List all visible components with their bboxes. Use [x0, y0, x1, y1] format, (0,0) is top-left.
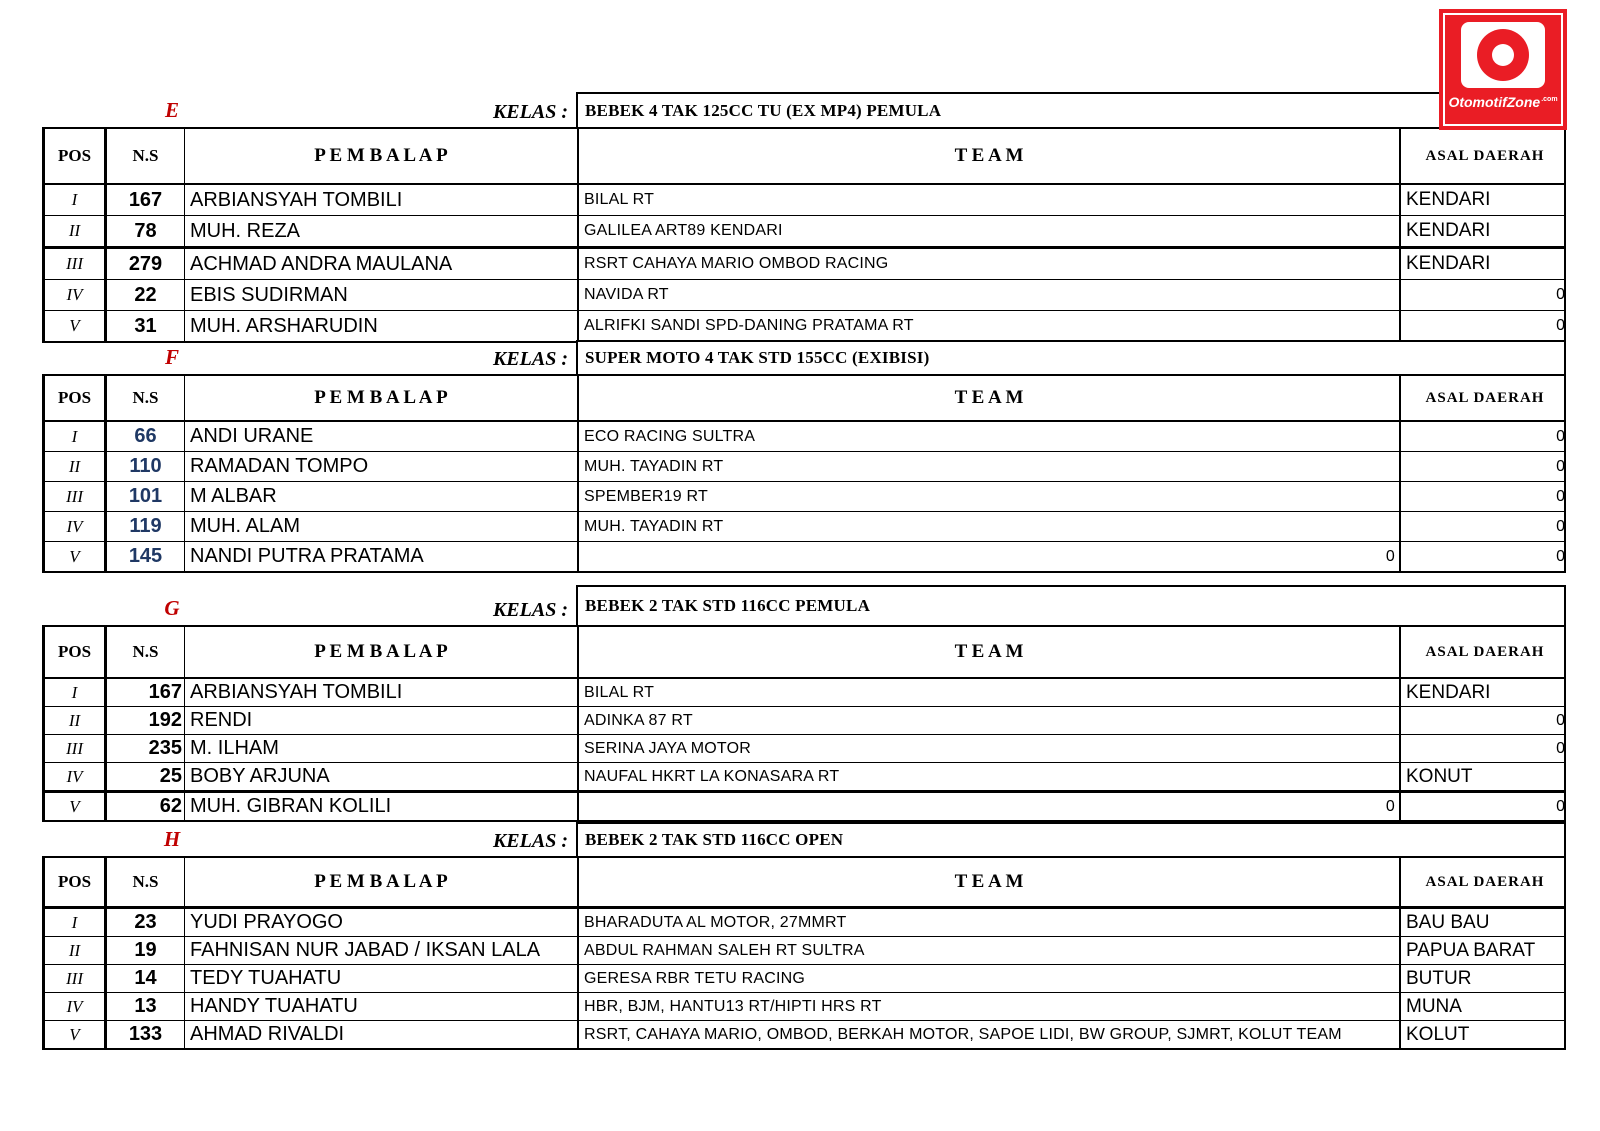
- pembalap-cell: MUH. REZA: [185, 216, 579, 246]
- section-letter: H: [163, 827, 181, 851]
- result-row: [45, 185, 1564, 216]
- kelas-label: KELAS :: [492, 348, 568, 370]
- header-asal-daerah: ASAL DAERAH: [1425, 389, 1545, 406]
- ns-cell: 133: [107, 1021, 185, 1048]
- result-row: [45, 482, 1564, 512]
- team-cell: ADINKA 87 RT: [579, 707, 1401, 734]
- section-title-row: [42, 585, 1566, 625]
- table-header-row: [45, 627, 1564, 679]
- team-cell: ECO RACING SULTRA: [579, 422, 1401, 451]
- result-row: [45, 311, 1564, 341]
- pos-cell: I: [45, 185, 107, 215]
- team-cell: BILAL RT: [579, 679, 1401, 706]
- pembalap-cell: TEDY TUAHATU: [185, 965, 579, 992]
- ns-cell: 145: [107, 542, 185, 571]
- kelas-label: KELAS :: [492, 830, 568, 852]
- pembalap-cell: MUH. ARSHARUDIN: [185, 311, 579, 341]
- pos-cell: V: [45, 542, 107, 571]
- team-cell: BILAL RT: [579, 185, 1401, 215]
- pembalap-cell: FAHNISAN NUR JABAD / IKSAN LALA: [185, 937, 579, 964]
- pembalap-cell: MUH. ALAM: [185, 512, 579, 541]
- asal-daerah-cell: 0: [1556, 739, 1565, 757]
- title-left: [42, 822, 576, 856]
- pos-cell: II: [45, 937, 107, 964]
- table-header-row: [45, 129, 1564, 185]
- team-cell: SPEMBER19 RT: [579, 482, 1401, 511]
- pos-cell: V: [45, 311, 107, 341]
- result-row: [45, 793, 1564, 820]
- pos-cell: V: [45, 1021, 107, 1048]
- pembalap-cell: NANDI PUTRA PRATAMA: [185, 542, 579, 571]
- pos-cell: IV: [45, 993, 107, 1020]
- asal-daerah-cell: MUNA: [1406, 995, 1462, 1017]
- team-cell: SERINA JAYA MOTOR: [579, 735, 1401, 762]
- asal-daerah-cell: 0: [1556, 286, 1565, 303]
- asal-daerah-cell: 0: [1556, 517, 1565, 535]
- asal-daerah-cell: KENDARI: [1406, 189, 1491, 210]
- class-name-box: BEBEK 4 TAK 125CC TU (EX MP4) PEMULA: [576, 92, 1566, 127]
- ns-cell: 19: [107, 937, 185, 964]
- ns-cell: 25: [107, 763, 185, 790]
- pembalap-cell: MUH. GIBRAN KOLILI: [185, 793, 579, 820]
- results-table: [42, 127, 1566, 343]
- pos-cell: I: [45, 679, 107, 706]
- pos-cell: IV: [45, 512, 107, 541]
- kelas-label: KELAS :: [492, 599, 568, 621]
- section-title-row: [42, 92, 1566, 127]
- result-row: [45, 735, 1564, 763]
- section-f: [42, 340, 1566, 573]
- pembalap-cell: ARBIANSYAH TOMBILI: [185, 679, 579, 706]
- title-left: [42, 92, 576, 127]
- class-name-box: SUPER MOTO 4 TAK STD 155CC (EXIBISI): [576, 340, 1566, 374]
- pembalap-cell: RENDI: [185, 707, 579, 734]
- ns-cell: 66: [107, 422, 185, 451]
- asal-daerah-cell: 0: [1556, 427, 1565, 445]
- team-cell: RSRT, CAHAYA MARIO, OMBOD, BERKAH MOTOR, SAPOE LIDI, BW GROUP, SJMRT, KOLUT TEAM: [579, 1021, 1401, 1048]
- header-asal-daerah: ASAL DAERAH: [1425, 643, 1545, 660]
- result-row: [45, 512, 1564, 542]
- pos-cell: III: [45, 249, 107, 279]
- pembalap-cell: ACHMAD ANDRA MAULANA: [185, 249, 579, 279]
- class-name-box: BEBEK 2 TAK STD 116CC PEMULA: [576, 585, 1566, 625]
- asal-daerah-cell: 0: [1556, 547, 1565, 565]
- logo-ring-center: [1492, 44, 1514, 66]
- asal-daerah-cell: KENDARI: [1406, 681, 1491, 703]
- result-row: [45, 452, 1564, 482]
- team-cell: GALILEA ART89 KENDARI: [579, 216, 1401, 246]
- asal-daerah-cell: PAPUA BARAT: [1406, 939, 1536, 961]
- asal-daerah-cell: BUTUR: [1406, 967, 1472, 989]
- class-name-box: BEBEK 2 TAK STD 116CC OPEN: [576, 822, 1566, 856]
- header-ns: N.S: [107, 627, 185, 677]
- logo-wordmark: [1448, 94, 1557, 110]
- logo-ring-icon: [1477, 29, 1529, 81]
- header-pembalap: P E M B A L A P: [185, 858, 579, 906]
- table-body: [45, 185, 1564, 341]
- header-pembalap: P E M B A L A P: [185, 129, 579, 183]
- section-h: [42, 822, 1566, 1050]
- otomotifzone-logo: [1439, 9, 1567, 130]
- team-cell: MUH. TAYADIN RT: [579, 452, 1401, 481]
- header-pos: POS: [45, 129, 107, 183]
- section-e: [42, 92, 1566, 343]
- table-body: [45, 679, 1564, 820]
- header-pembalap: P E M B A L A P: [185, 376, 579, 420]
- pos-cell: I: [45, 422, 107, 451]
- result-row: [45, 1021, 1564, 1048]
- asal-daerah-cell: 0: [1556, 317, 1565, 334]
- ns-cell: 110: [107, 452, 185, 481]
- pos-cell: II: [45, 216, 107, 246]
- table-body: [45, 909, 1564, 1048]
- header-team: T E A M: [579, 858, 1401, 906]
- header-pos: POS: [45, 376, 107, 420]
- result-row: [45, 937, 1564, 965]
- asal-daerah-cell: BAU BAU: [1406, 911, 1490, 933]
- results-table: [42, 374, 1566, 573]
- section-g: [42, 585, 1566, 822]
- ns-cell: 22: [107, 280, 185, 310]
- header-asal-daerah: ASAL DAERAH: [1425, 873, 1545, 890]
- header-ns: N.S: [107, 376, 185, 420]
- result-row: [45, 763, 1564, 793]
- asal-daerah-cell: 0: [1556, 487, 1565, 505]
- pembalap-cell: ANDI URANE: [185, 422, 579, 451]
- result-row: [45, 679, 1564, 707]
- result-row: [45, 216, 1564, 249]
- pembalap-cell: HANDY TUAHATU: [185, 993, 579, 1020]
- pos-cell: III: [45, 482, 107, 511]
- pos-cell: II: [45, 452, 107, 481]
- pos-cell: IV: [45, 763, 107, 790]
- asal-daerah-cell: 0: [1556, 797, 1565, 815]
- ns-cell: 192: [107, 707, 185, 734]
- logo-o-mark-icon: [1461, 22, 1545, 88]
- table-header-row: [45, 376, 1564, 422]
- ns-cell: 31: [107, 311, 185, 341]
- ns-cell: 279: [107, 249, 185, 279]
- title-left: [42, 585, 576, 625]
- pembalap-cell: BOBY ARJUNA: [185, 763, 579, 790]
- team-cell: HBR, BJM, HANTU13 RT/HIPTI HRS RT: [579, 993, 1401, 1020]
- result-row: [45, 422, 1564, 452]
- ns-cell: 167: [107, 185, 185, 215]
- result-row: [45, 280, 1564, 311]
- team-cell: RSRT CAHAYA MARIO OMBOD RACING: [579, 249, 1401, 279]
- pembalap-cell: YUDI PRAYOGO: [185, 909, 579, 936]
- section-letter: E: [164, 98, 179, 122]
- result-row: [45, 249, 1564, 280]
- header-team: T E A M: [579, 627, 1401, 677]
- section-title-row: [42, 822, 1566, 856]
- section-letter: F: [164, 345, 179, 369]
- header-pos: POS: [45, 627, 107, 677]
- logo-suffix-text: .com: [1541, 96, 1558, 104]
- ns-cell: 167: [107, 679, 185, 706]
- ns-cell: 78: [107, 216, 185, 246]
- header-ns: N.S: [107, 858, 185, 906]
- ns-cell: 119: [107, 512, 185, 541]
- team-cell: 0: [579, 542, 1401, 571]
- pembalap-cell: M ALBAR: [185, 482, 579, 511]
- header-asal-daerah: ASAL DAERAH: [1425, 147, 1545, 164]
- ns-cell: 101: [107, 482, 185, 511]
- table-header-row: [45, 858, 1564, 909]
- pembalap-cell: EBIS SUDIRMAN: [185, 280, 579, 310]
- team-cell: NAUFAL HKRT LA KONASARA RT: [579, 763, 1401, 790]
- pembalap-cell: RAMADAN TOMPO: [185, 452, 579, 481]
- pos-cell: II: [45, 707, 107, 734]
- result-row: [45, 909, 1564, 937]
- result-row: [45, 707, 1564, 735]
- pos-cell: I: [45, 909, 107, 936]
- asal-daerah-cell: KOLUT: [1406, 1023, 1470, 1045]
- header-team: T E A M: [579, 376, 1401, 420]
- team-cell: 0: [579, 793, 1401, 820]
- asal-daerah-cell: KENDARI: [1406, 220, 1491, 241]
- pos-cell: III: [45, 735, 107, 762]
- ns-cell: 23: [107, 909, 185, 936]
- ns-cell: 13: [107, 993, 185, 1020]
- result-row: [45, 542, 1564, 571]
- ns-cell: 62: [107, 793, 185, 820]
- team-cell: BHARADUTA AL MOTOR, 27MMRT: [579, 909, 1401, 936]
- team-cell: ALRIFKI SANDI SPD-DANING PRATAMA RT: [579, 311, 1401, 341]
- logo-brand-text: OtomotifZone: [1448, 94, 1541, 110]
- pos-cell: IV: [45, 280, 107, 310]
- header-team: T E A M: [579, 129, 1401, 183]
- ns-cell: 14: [107, 965, 185, 992]
- team-cell: GERESA RBR TETU RACING: [579, 965, 1401, 992]
- asal-daerah-cell: 0: [1556, 457, 1565, 475]
- header-pembalap: P E M B A L A P: [185, 627, 579, 677]
- results-table: [42, 625, 1566, 822]
- result-row: [45, 965, 1564, 993]
- header-ns: N.S: [107, 129, 185, 183]
- section-title-row: [42, 340, 1566, 374]
- asal-daerah-cell: KONUT: [1406, 765, 1473, 787]
- results-table: [42, 856, 1566, 1050]
- result-row: [45, 993, 1564, 1021]
- pos-cell: III: [45, 965, 107, 992]
- pembalap-cell: M. ILHAM: [185, 735, 579, 762]
- section-letter: G: [164, 596, 180, 620]
- team-cell: MUH. TAYADIN RT: [579, 512, 1401, 541]
- pembalap-cell: AHMAD RIVALDI: [185, 1021, 579, 1048]
- pos-cell: V: [45, 793, 107, 820]
- table-body: [45, 422, 1564, 571]
- team-cell: ABDUL RAHMAN SALEH RT SULTRA: [579, 937, 1401, 964]
- asal-daerah-cell: 0: [1556, 711, 1565, 729]
- team-cell: NAVIDA RT: [579, 280, 1401, 310]
- title-left: [42, 340, 576, 374]
- pembalap-cell: ARBIANSYAH TOMBILI: [185, 185, 579, 215]
- ns-cell: 235: [107, 735, 185, 762]
- asal-daerah-cell: KENDARI: [1406, 253, 1491, 274]
- kelas-label: KELAS :: [492, 101, 568, 123]
- header-pos: POS: [45, 858, 107, 906]
